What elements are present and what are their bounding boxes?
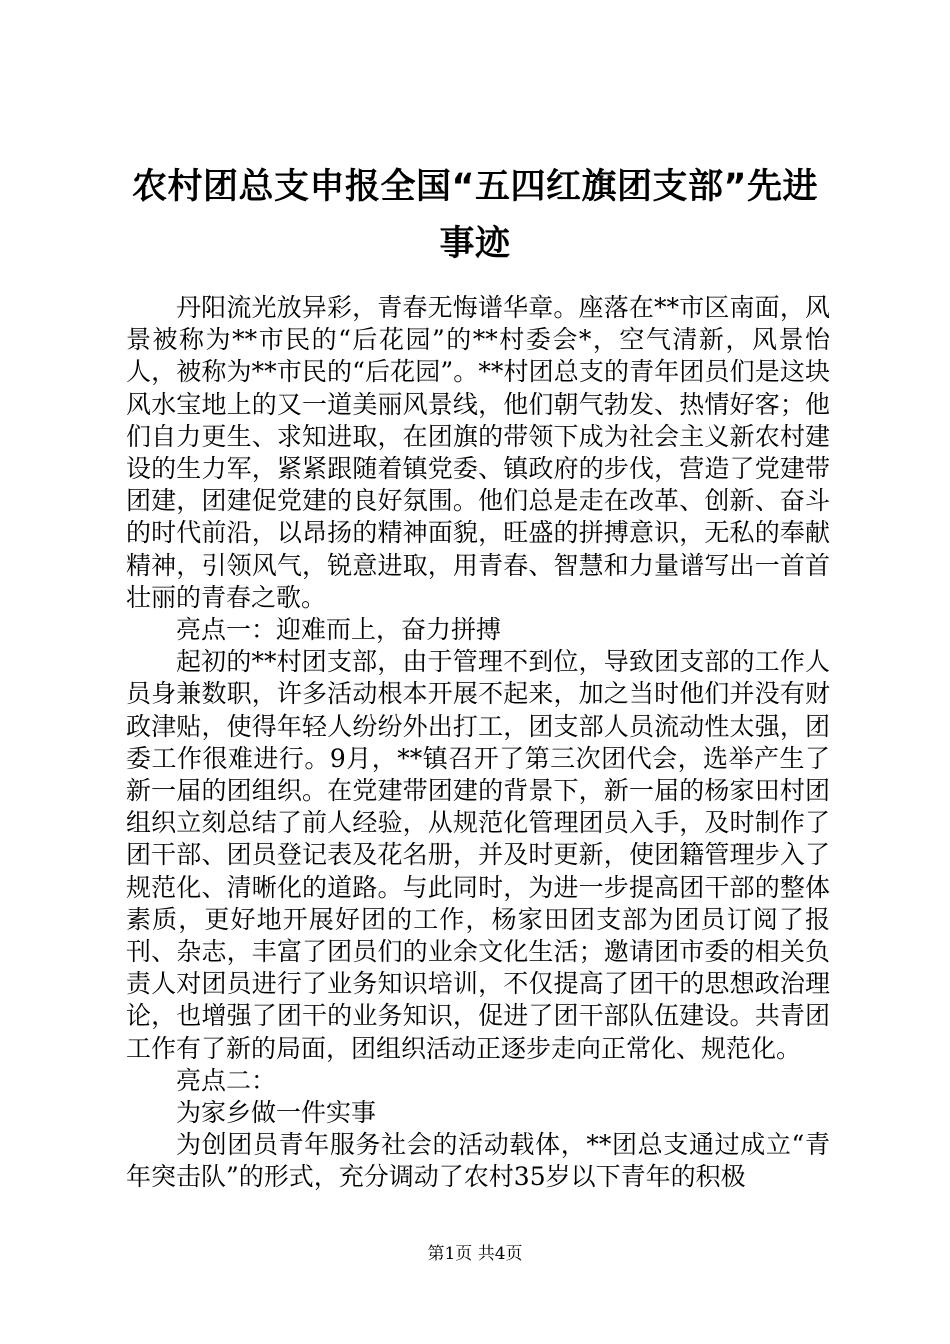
document-title-line-1: 农村团总支申报全国“五四红旗团支部”先进 [131, 167, 818, 207]
highlight-one-heading: 亮点一：迎难而上，奋力拼搏 [176, 615, 502, 645]
highlight-two-heading: 亮点二： [176, 1065, 277, 1095]
highlight-two-subheading: 为家乡做一件实事 [176, 1098, 377, 1128]
highlight-one-paragraph: 起初的**村团支部，由于管理不到位，导致团支部的工作人员身兼数职，许多活动根本开展不起来，加之当时他们并没有财政津贴，使得年轻人纷纷外出打工，团支部人员流动性太强，团委工作很难进行。9月，**镇召开了第三次团代会，选举产生了新一届的团组织。在党建带团建的背景下，新一届的杨家田村团组织立刻总结了前人经验，从规范化管理团员入手，及时制作了团干部、团员登记表及花名册，并及时更新，使团籍管理步入了规范化、清晰化的道路。与此同时，为进一步提高团干部的整体素质，更好地开展好团的工作，杨家田团支部为团员订阅了报刊、杂志，丰富了团员们的业余文化生活；邀请团市委的相关负责人对团员进行了业务知识培训，不仅提高了团干的思想政治理论，也增强了团干的业务知识，促进了团干部队伍建设。共青团工作有了新的局面，团组织活动正逐步走向正常化、规范化。 [126, 647, 830, 1063]
document-body [126, 292, 830, 1194]
document-title-line-2: 事迹 [439, 224, 511, 264]
highlight-two-paragraph: 为创团员青年服务社会的活动载体，**团总支通过成立“青年突击队”的形式，充分调动了农村35岁以下青年的积极 [126, 1130, 830, 1192]
intro-paragraph: 丹阳流光放异彩，青春无悔谱华章。座落在**市区南面，风景被称为**市民的“后花园”的**村委会*，空气清新，风景怡人，被称为**市民的“后花园”。**村团总支的青年团员们是这块风水宝地上的又一道美丽风景线，他们朝气勃发、热情好客；他们自力更生、求知进取，在团旗的带领下成为社会主义新农村建设的生力军，紧紧跟随着镇党委、镇政府的步伐，营造了党建带团建，团建促党建的良好氛围。他们总是走在改革、创新、奋斗的时代前沿，以昂扬的精神面貌，旺盛的拼搏意识，无私的奉献精神，引领风气，锐意进取，用青春、智慧和力量谱写出一首首壮丽的青春之歌。 [126, 293, 830, 612]
page-footer: 第1页 共4页 [427, 1244, 523, 1264]
